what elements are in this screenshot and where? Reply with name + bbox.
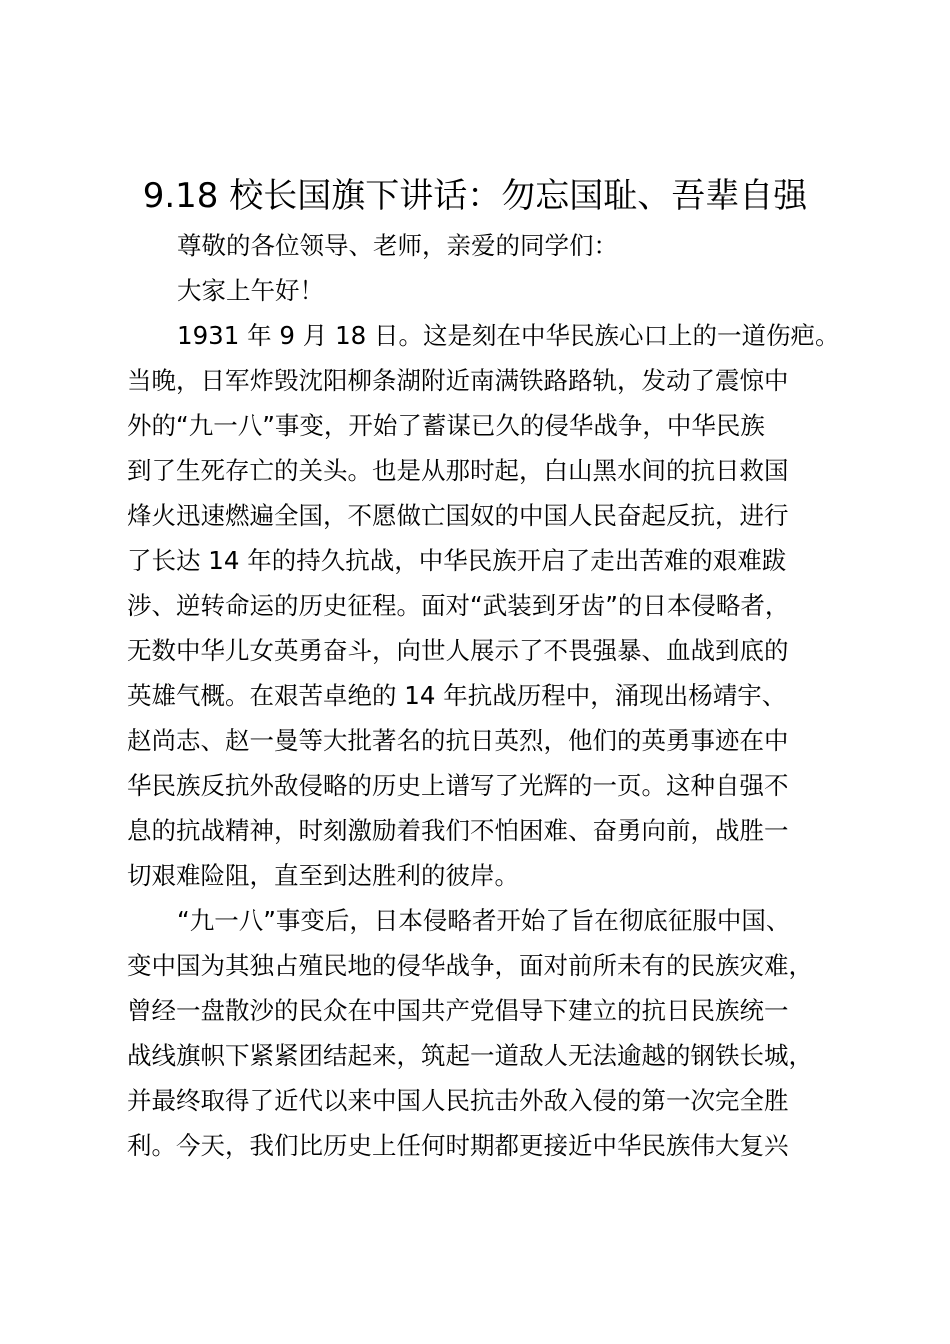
- paragraph-1-line-10: 赵尚志、赵一曼等大批著名的抗日英烈，他们的英勇事迹在中: [127, 726, 789, 755]
- paragraph-1-line-9: 英雄气概。在艰苦卓绝的 14 年抗战历程中，涌现出杨靖宇、: [127, 681, 787, 710]
- document-title: 9.18 校长国旗下讲话：勿忘国耻、吾辈自强: [142, 176, 808, 216]
- paragraph-1-line-1: 1931 年 9 月 18 日。这是刻在中华民族心口上的一道伤疤。: [177, 321, 840, 350]
- paragraph-1-line-13: 切艰难险阻，直至到达胜利的彼岸。: [127, 861, 519, 890]
- paragraph-1-line-2: 当晚，日军炸毁沈阳柳条湖附近南满铁路路轨，发动了震惊中: [127, 366, 789, 395]
- paragraph-1-line-12: 息的抗战精神，时刻激励着我们不怕困难、奋勇向前，战胜一: [127, 816, 789, 845]
- paragraph-2-line-3: 曾经一盘散沙的民众在中国共产党倡导下建立的抗日民族统一: [127, 996, 789, 1025]
- paragraph-1-line-5: 烽火迅速燃遍全国，不愿做亡国奴的中国人民奋起反抗，进行: [127, 501, 789, 530]
- paragraph-2-line-2: 变中国为其独占殖民地的侵华战争，面对前所未有的民族灾难，: [127, 951, 813, 980]
- paragraph-2-line-5: 并最终取得了近代以来中国人民抗击外敌入侵的第一次完全胜: [127, 1086, 789, 1115]
- paragraph-2-line-1: “九一八”事变后，日本侵略者开始了旨在彻底征服中国、: [177, 906, 791, 935]
- salutation-line: 尊敬的各位领导、老师，亲爱的同学们：: [177, 231, 618, 260]
- paragraph-1-line-3: 外的“九一八”事变，开始了蓄谋已久的侵华战争，中华民族: [127, 411, 765, 440]
- paragraph-1-line-4: 到了生死存亡的关头。也是从那时起，白山黑水间的抗日救国: [127, 456, 789, 485]
- paragraph-1-line-11: 华民族反抗外敌侵略的历史上谱写了光辉的一页。这种自强不: [127, 771, 789, 800]
- paragraph-2-line-6: 利。今天，我们比历史上任何时期都更接近中华民族伟大复兴: [127, 1131, 789, 1160]
- paragraph-1-line-6: 了长达 14 年的持久抗战，中华民族开启了走出苦难的艰难跋: [127, 546, 787, 575]
- paragraph-1-line-7: 涉、逆转命运的历史征程。面对“武装到牙齿”的日本侵略者，: [127, 591, 790, 620]
- paragraph-1-line-8: 无数中华儿女英勇奋斗，向世人展示了不畏强暴、血战到底的: [127, 636, 789, 665]
- greeting-line: 大家上午好！: [177, 276, 324, 305]
- paragraph-2-line-4: 战线旗帜下紧紧团结起来，筑起一道敌人无法逾越的钢铁长城，: [127, 1041, 813, 1070]
